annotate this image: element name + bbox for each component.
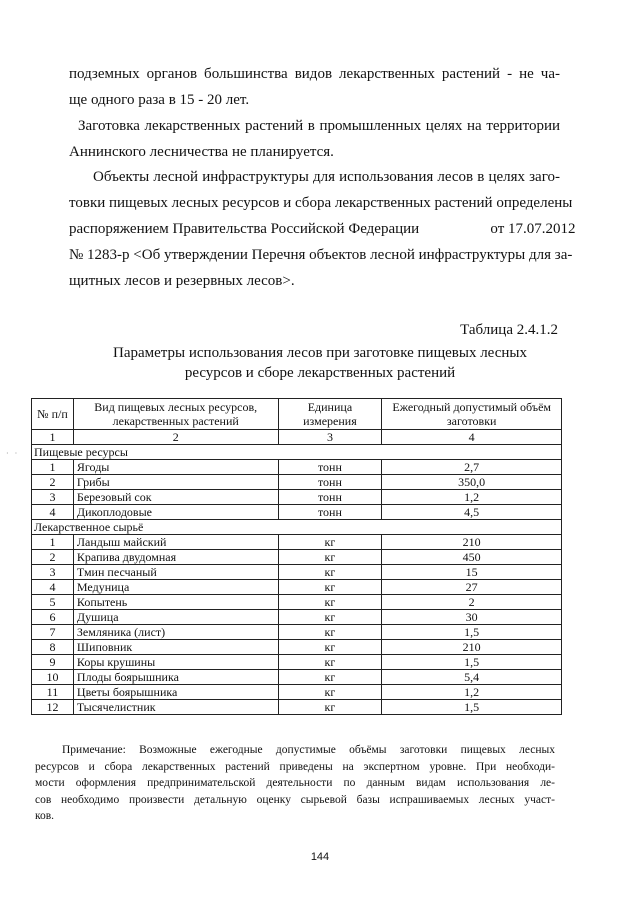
column-number: 3: [278, 430, 382, 445]
table-row: [32, 655, 562, 670]
table-row: [32, 565, 562, 580]
cell-number: 1: [32, 460, 74, 475]
cell-volume: 210: [382, 640, 562, 655]
cell-unit: кг: [278, 640, 382, 655]
cell-number: 5: [32, 595, 74, 610]
cell-resource: Плоды боярышника: [73, 670, 278, 685]
table-note: [35, 742, 555, 825]
cell-volume: 1,2: [382, 490, 562, 505]
text-line: Заготовка лекарственных растений в промышленных целях на территории: [78, 118, 560, 134]
cell-volume: 210: [382, 535, 562, 550]
table-row: [32, 595, 562, 610]
column-number: 2: [73, 430, 278, 445]
cell-resource: Дикоплодовые: [73, 505, 278, 520]
cell-volume: 1,5: [382, 655, 562, 670]
table-row: [32, 490, 562, 505]
cell-unit: кг: [278, 550, 382, 565]
cell-number: 9: [32, 655, 74, 670]
cell-volume: 1,2: [382, 685, 562, 700]
header-unit: Единица измерения: [278, 399, 382, 430]
cell-resource: Шиповник: [73, 640, 278, 655]
cell-number: 3: [32, 490, 74, 505]
header-number: № п/п: [32, 399, 74, 430]
section-row: [32, 520, 562, 535]
table-body: [32, 445, 562, 715]
cell-resource: Душица: [73, 610, 278, 625]
cell-unit: кг: [278, 610, 382, 625]
table-row: [32, 550, 562, 565]
cell-volume: 5,4: [382, 670, 562, 685]
table-title-line: ресурсов и сборе лекарственных растений: [184, 365, 456, 381]
cell-resource: Земляника (лист): [73, 625, 278, 640]
cell-resource: Ягоды: [73, 460, 278, 475]
table-row: [32, 625, 562, 640]
text-line: ще одного раза в 15 - 20 лет.: [69, 92, 250, 108]
cell-number: 1: [32, 535, 74, 550]
paragraph-1: [69, 61, 560, 113]
table-row: [32, 535, 562, 550]
cell-number: 12: [32, 700, 74, 715]
table-row: [32, 505, 562, 520]
section-title: Лекарственное сырьё: [32, 520, 562, 535]
column-number: 1: [32, 430, 74, 445]
note-line: сов необходимо произвести детальную оценку сырьевой базы испрашиваемых лесных участ-: [35, 793, 555, 806]
cell-number: 8: [32, 640, 74, 655]
cell-unit: кг: [278, 565, 382, 580]
cell-resource: Тысячелистник: [73, 700, 278, 715]
cell-resource: Ландыш майский: [73, 535, 278, 550]
table-title-line: Параметры использования лесов при заготовке пищевых лесных: [113, 345, 527, 361]
scan-specks: · ·: [6, 449, 20, 458]
page-number: 144: [310, 851, 330, 863]
cell-volume: 2: [382, 595, 562, 610]
cell-resource: Цветы боярышника: [73, 685, 278, 700]
cell-volume: 30: [382, 610, 562, 625]
cell-resource: Березовый сок: [73, 490, 278, 505]
cell-number: 2: [32, 550, 74, 565]
table-row: [32, 610, 562, 625]
note-line: ков.: [35, 810, 55, 822]
cell-unit: кг: [278, 535, 382, 550]
cell-volume: 1,5: [382, 625, 562, 640]
table-title: [60, 343, 580, 383]
section-row: [32, 445, 562, 460]
cell-volume: 15: [382, 565, 562, 580]
cell-number: 6: [32, 610, 74, 625]
header-volume: Ежегодный допустимый объём заготовки: [382, 399, 562, 430]
cell-unit: кг: [278, 700, 382, 715]
text-line: Объекты лесной инфраструктуры для использования лесов в целях заго-: [93, 169, 560, 185]
text-line: подземных органов большинства видов лекарственных растений - не ча-: [69, 66, 560, 82]
text-line: товки пищевых лесных ресурсов и сбора лекарственных растений определены: [69, 195, 573, 211]
table-row: [32, 700, 562, 715]
cell-volume: 350,0: [382, 475, 562, 490]
note-line: Примечание: Возможные ежегодные допустимые объёмы заготовки пищевых лесных: [62, 744, 555, 756]
cell-volume: 1,5: [382, 700, 562, 715]
cell-number: 10: [32, 670, 74, 685]
header-resource: Вид пищевых лесных ресурсов, лекарственных растений: [73, 399, 278, 430]
cell-resource: Коры крушины: [73, 655, 278, 670]
paragraph-3: [69, 164, 576, 294]
table-number: Таблица 2.4.1.2: [460, 322, 558, 338]
cell-number: 4: [32, 580, 74, 595]
column-number: 4: [382, 430, 562, 445]
cell-number: 3: [32, 565, 74, 580]
cell-unit: тонн: [278, 460, 382, 475]
text-line: Аннинского лесничества не планируется.: [69, 144, 334, 160]
note-line: ресурсов и сбора лекарственных растений приведены на экспертном уровне. При необходи-: [35, 760, 555, 773]
table-row: [32, 670, 562, 685]
cell-number: 11: [32, 685, 74, 700]
cell-resource: Копытень: [73, 595, 278, 610]
table-row: [32, 475, 562, 490]
table-row: [32, 460, 562, 475]
cell-unit: кг: [278, 685, 382, 700]
text-line: щитных лесов и резервных лесов>.: [69, 273, 295, 289]
cell-number: 7: [32, 625, 74, 640]
cell-volume: 27: [382, 580, 562, 595]
cell-resource: Медуница: [73, 580, 278, 595]
resources-table: [31, 398, 562, 715]
cell-resource: Тмин песчаный: [73, 565, 278, 580]
cell-unit: тонн: [278, 505, 382, 520]
cell-unit: кг: [278, 580, 382, 595]
cell-unit: кг: [278, 595, 382, 610]
cell-resource: Грибы: [73, 475, 278, 490]
table-row: [32, 640, 562, 655]
table-row: [32, 580, 562, 595]
text-line: № 1283-р <Об утверждении Перечня объектов лесной инфраструктуры для за-: [69, 247, 573, 263]
column-number-row: [32, 430, 562, 445]
table-header-row: [32, 399, 562, 430]
cell-unit: кг: [278, 670, 382, 685]
cell-unit: тонн: [278, 490, 382, 505]
cell-number: 2: [32, 475, 74, 490]
cell-unit: тонн: [278, 475, 382, 490]
paragraph-2: [69, 113, 560, 165]
note-line: мости оформления предпринимательской деятельности по данным видам использования ле-: [35, 777, 555, 789]
text-line: распоряжением Правительства Российской Федерации от 17.07.2012: [69, 221, 576, 237]
cell-volume: 4,5: [382, 505, 562, 520]
table-row: [32, 685, 562, 700]
cell-unit: кг: [278, 625, 382, 640]
cell-volume: 450: [382, 550, 562, 565]
cell-volume: 2,7: [382, 460, 562, 475]
cell-number: 4: [32, 505, 74, 520]
section-title: Пищевые ресурсы: [32, 445, 562, 460]
cell-unit: кг: [278, 655, 382, 670]
cell-resource: Крапива двудомная: [73, 550, 278, 565]
